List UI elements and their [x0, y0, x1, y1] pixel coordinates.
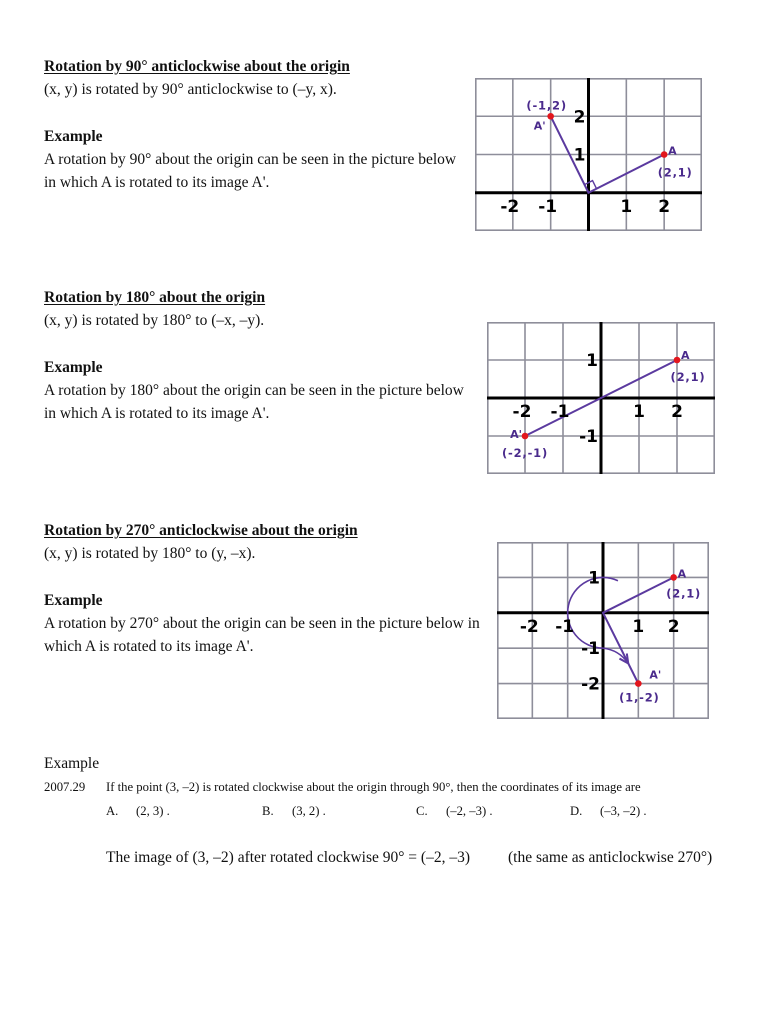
- option-value: (3, 2) .: [292, 803, 326, 818]
- x-tick-label: -1: [538, 196, 558, 217]
- option-letter: B.: [262, 803, 274, 818]
- y-tick-label: 1: [586, 351, 598, 371]
- point-a-prime: [635, 680, 642, 687]
- option-b: [262, 804, 412, 819]
- x-tick-label: -2: [500, 196, 520, 217]
- point-a: [670, 574, 677, 581]
- y-tick-label: -2: [581, 674, 600, 695]
- x-tick-label: 1: [633, 402, 645, 422]
- option-value: (2, 3) .: [136, 803, 170, 818]
- section-heading: Rotation by 180° about the origin: [44, 289, 266, 306]
- rotation-270-graph: [497, 542, 709, 719]
- rotation-rule: (x, y) is rotated by 90° anticlockwise to (–y, x).: [44, 81, 337, 98]
- rotation-90-graph: [475, 78, 702, 231]
- x-tick-label: -2: [519, 616, 539, 637]
- answer-note: (the same as anticlockwise 270°): [508, 849, 713, 866]
- point-coord-label-a: (2,1): [666, 586, 702, 601]
- option-value: (–2, –3) .: [446, 803, 493, 818]
- worked-answer: The image of (3, –2) after rotated clockwise 90° = (–2, –3): [106, 849, 470, 866]
- x-tick-label: 2: [658, 196, 671, 217]
- point-coord-label-a-prime: (1,-2): [619, 690, 660, 705]
- question-number: 2007.29: [44, 780, 86, 794]
- x-tick-label: 2: [667, 616, 680, 637]
- x-tick-label: 1: [620, 196, 633, 217]
- y-tick-label: -1: [581, 639, 600, 660]
- example-text-line: A rotation by 90° about the origin can be seen in the picture below: [44, 151, 457, 168]
- rotation-180-section: [44, 289, 484, 425]
- option-value: (–3, –2) .: [600, 803, 647, 818]
- section-heading: Rotation by 90° anticlockwise about the origin: [44, 58, 350, 75]
- section-heading: Rotation by 270° anticlockwise about the origin: [44, 522, 358, 539]
- point-name-label-a: A: [668, 144, 677, 158]
- point-a-prime: [522, 433, 529, 440]
- x-tick-label: -1: [550, 402, 570, 422]
- example-text-line: A rotation by 180° about the origin can be seen in the picture below: [44, 382, 464, 399]
- point-coord-label-a-prime: (-1,2): [526, 98, 567, 113]
- y-tick-label: -1: [579, 427, 598, 447]
- point-a: [661, 151, 668, 158]
- point-coord-label-a-prime: (-2,-1): [501, 446, 549, 460]
- point-name-label-a-prime: A': [510, 428, 522, 441]
- option-letter: D.: [570, 803, 583, 818]
- x-tick-label: 1: [632, 616, 645, 637]
- x-tick-label: 2: [671, 402, 683, 422]
- example-label: Example: [44, 359, 103, 376]
- point-coord-label-a: (2,1): [670, 370, 706, 384]
- rotation-180-graph: [487, 322, 715, 474]
- point-name-label-a: A: [677, 567, 687, 581]
- point-name-label-a-prime: A': [649, 668, 662, 682]
- example-label: Example: [44, 592, 103, 609]
- point-name-label-a-prime: A': [533, 119, 546, 133]
- rotation-90-section: [44, 58, 484, 194]
- example-text-line: A rotation by 270° about the origin can be seen in the picture below in: [44, 615, 480, 632]
- example-text-line: in which A is rotated to its image A'.: [44, 174, 270, 191]
- option-a: [106, 804, 256, 819]
- option-c: [416, 804, 566, 819]
- example-text-line: in which A is rotated to its image A'.: [44, 405, 270, 422]
- point-a-prime: [547, 113, 554, 120]
- example-text-line: which A is rotated to its image A'.: [44, 638, 254, 655]
- point-coord-label-a: (2,1): [657, 165, 693, 180]
- y-tick-label: 2: [573, 107, 586, 128]
- y-tick-label: 1: [573, 145, 586, 166]
- rotation-rule: (x, y) is rotated by 180° to (–x, –y).: [44, 312, 265, 329]
- option-letter: A.: [106, 803, 119, 818]
- rotation-rule: (x, y) is rotated by 180° to (y, –x).: [44, 545, 256, 562]
- question-example-label: Example: [44, 755, 100, 772]
- point-a: [674, 357, 681, 364]
- x-tick-label: -1: [555, 616, 575, 637]
- rotation-270-section: [44, 522, 484, 658]
- option-d: [570, 804, 720, 819]
- option-letter: C.: [416, 803, 428, 818]
- y-tick-label: 1: [588, 568, 600, 589]
- x-tick-label: -2: [512, 402, 532, 422]
- point-name-label-a: A: [681, 349, 690, 362]
- question-text: If the point (3, –2) is rotated clockwise about the origin through 90°, then the coordinates of its image are: [106, 780, 641, 794]
- example-label: Example: [44, 128, 103, 145]
